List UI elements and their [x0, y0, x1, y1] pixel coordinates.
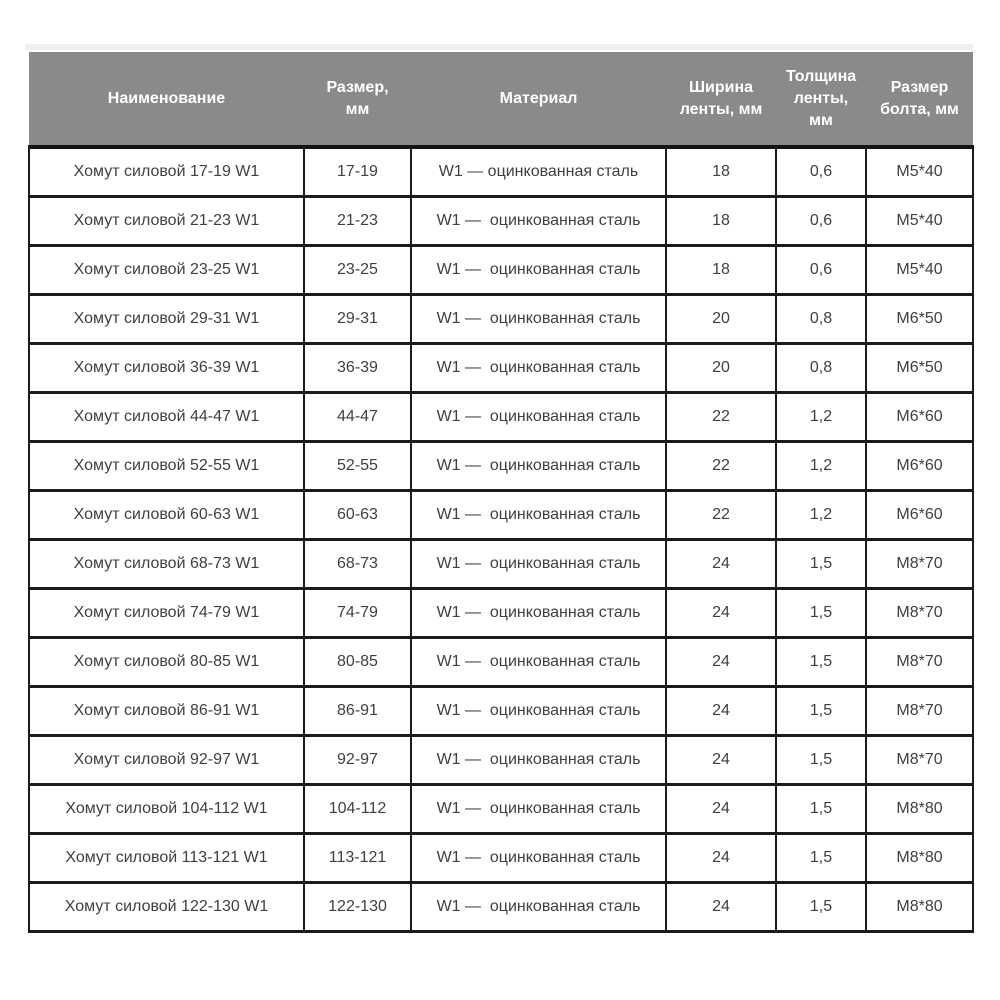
cell-name: Хомут силовой 17-19 W1 [29, 147, 304, 196]
table-row [29, 294, 973, 343]
cell-size: 122-130 [304, 882, 411, 931]
cell-band_width: 24 [666, 588, 776, 637]
column-header-name: Наименование [29, 52, 304, 147]
table-row [29, 147, 973, 196]
column-header-size: Размер, мм [304, 52, 411, 147]
cell-bolt_size: M5*40 [866, 196, 973, 245]
cell-band_width: 20 [666, 343, 776, 392]
cell-material: W1 — оцинкованная сталь [411, 539, 666, 588]
cell-band_width: 24 [666, 784, 776, 833]
cell-band_thickness: 1,5 [776, 735, 866, 784]
table-row [29, 686, 973, 735]
cell-band_thickness: 1,2 [776, 490, 866, 539]
cell-bolt_size: M8*80 [866, 882, 973, 931]
cell-band_thickness: 0,8 [776, 294, 866, 343]
cell-name: Хомут силовой 60-63 W1 [29, 490, 304, 539]
cell-name: Хомут силовой 68-73 W1 [29, 539, 304, 588]
cell-name: Хомут силовой 44-47 W1 [29, 392, 304, 441]
table-row [29, 539, 973, 588]
table-row [29, 784, 973, 833]
cell-size: 92-97 [304, 735, 411, 784]
column-header-bolt-size: Размер болта, мм [866, 52, 973, 147]
cell-name: Хомут силовой 86-91 W1 [29, 686, 304, 735]
cell-band_thickness: 1,5 [776, 686, 866, 735]
cell-bolt_size: M8*80 [866, 784, 973, 833]
cell-name: Хомут силовой 21-23 W1 [29, 196, 304, 245]
cell-material: W1 — оцинкованная сталь [411, 637, 666, 686]
cell-size: 29-31 [304, 294, 411, 343]
clamp-spec-table [28, 52, 974, 933]
cell-name: Хомут силовой 29-31 W1 [29, 294, 304, 343]
cell-size: 21-23 [304, 196, 411, 245]
cell-bolt_size: M8*70 [866, 735, 973, 784]
cell-band_width: 24 [666, 735, 776, 784]
cell-band_width: 20 [666, 294, 776, 343]
cell-size: 74-79 [304, 588, 411, 637]
cell-bolt_size: M8*70 [866, 686, 973, 735]
table-row [29, 245, 973, 294]
cell-band_width: 18 [666, 147, 776, 196]
cell-band_width: 22 [666, 392, 776, 441]
column-header-band-thickness: Толщина ленты, мм [776, 52, 866, 147]
cell-bolt_size: M6*60 [866, 490, 973, 539]
column-header-material: Материал [411, 52, 666, 147]
table-row [29, 196, 973, 245]
table-row [29, 833, 973, 882]
table-row [29, 882, 973, 931]
cell-name: Хомут силовой 92-97 W1 [29, 735, 304, 784]
cell-material: W1 — оцинкованная сталь [411, 882, 666, 931]
cell-material: W1 — оцинкованная сталь [411, 735, 666, 784]
cell-bolt_size: M6*50 [866, 294, 973, 343]
cell-band_thickness: 0,6 [776, 196, 866, 245]
cell-size: 60-63 [304, 490, 411, 539]
cell-band_thickness: 1,2 [776, 441, 866, 490]
cell-bolt_size: M6*50 [866, 343, 973, 392]
cell-band_thickness: 1,5 [776, 539, 866, 588]
cell-size: 52-55 [304, 441, 411, 490]
cell-band_width: 18 [666, 196, 776, 245]
cell-band_width: 24 [666, 686, 776, 735]
cell-band_thickness: 1,5 [776, 588, 866, 637]
cell-material: W1 — оцинкованная сталь [411, 833, 666, 882]
cell-band_thickness: 0,6 [776, 245, 866, 294]
table-body [29, 147, 973, 931]
cell-bolt_size: M8*80 [866, 833, 973, 882]
cell-bolt_size: M8*70 [866, 539, 973, 588]
cell-material: W1 — оцинкованная сталь [411, 392, 666, 441]
cell-name: Хомут силовой 74-79 W1 [29, 588, 304, 637]
cell-name: Хомут силовой 52-55 W1 [29, 441, 304, 490]
cell-band_width: 22 [666, 490, 776, 539]
cell-band_thickness: 1,2 [776, 392, 866, 441]
cell-material: W1 — оцинкованная сталь [411, 245, 666, 294]
cell-name: Хомут силовой 36-39 W1 [29, 343, 304, 392]
cell-band_thickness: 1,5 [776, 637, 866, 686]
cell-band_width: 24 [666, 882, 776, 931]
cell-material: W1 — оцинкованная сталь [411, 686, 666, 735]
cell-size: 68-73 [304, 539, 411, 588]
cell-size: 23-25 [304, 245, 411, 294]
cell-name: Хомут силовой 122-130 W1 [29, 882, 304, 931]
cell-size: 36-39 [304, 343, 411, 392]
cell-band_width: 24 [666, 539, 776, 588]
cell-band_width: 22 [666, 441, 776, 490]
cell-material: W1 — оцинкованная сталь [411, 588, 666, 637]
cell-size: 86-91 [304, 686, 411, 735]
cell-size: 44-47 [304, 392, 411, 441]
cell-name: Хомут силовой 80-85 W1 [29, 637, 304, 686]
table-row [29, 392, 973, 441]
column-header-band-width: Ширина ленты, мм [666, 52, 776, 147]
cell-band_thickness: 1,5 [776, 784, 866, 833]
cell-bolt_size: M6*60 [866, 441, 973, 490]
cell-material: W1 — оцинкованная сталь [411, 784, 666, 833]
table-row [29, 441, 973, 490]
cell-band_thickness: 1,5 [776, 833, 866, 882]
table-header-row [29, 52, 973, 147]
table-header [29, 52, 973, 147]
cell-band_width: 18 [666, 245, 776, 294]
table-top-shadow [25, 44, 973, 50]
cell-band_thickness: 1,5 [776, 882, 866, 931]
cell-bolt_size: M5*40 [866, 245, 973, 294]
cell-bolt_size: M8*70 [866, 588, 973, 637]
cell-size: 104-112 [304, 784, 411, 833]
cell-bolt_size: M5*40 [866, 147, 973, 196]
cell-bolt_size: M6*60 [866, 392, 973, 441]
cell-size: 17-19 [304, 147, 411, 196]
cell-material: W1 — оцинкованная сталь [411, 343, 666, 392]
cell-size: 113-121 [304, 833, 411, 882]
cell-name: Хомут силовой 23-25 W1 [29, 245, 304, 294]
cell-material: W1 — оцинкованная сталь [411, 490, 666, 539]
table-row [29, 343, 973, 392]
cell-band_thickness: 0,6 [776, 147, 866, 196]
cell-band_thickness: 0,8 [776, 343, 866, 392]
table-row [29, 637, 973, 686]
cell-material: W1 — оцинкованная сталь [411, 147, 666, 196]
cell-name: Хомут силовой 113-121 W1 [29, 833, 304, 882]
cell-name: Хомут силовой 104-112 W1 [29, 784, 304, 833]
table-row [29, 588, 973, 637]
cell-material: W1 — оцинкованная сталь [411, 441, 666, 490]
cell-band_width: 24 [666, 637, 776, 686]
table-row [29, 490, 973, 539]
table-row [29, 735, 973, 784]
cell-material: W1 — оцинкованная сталь [411, 196, 666, 245]
cell-material: W1 — оцинкованная сталь [411, 294, 666, 343]
cell-band_width: 24 [666, 833, 776, 882]
cell-size: 80-85 [304, 637, 411, 686]
cell-bolt_size: M8*70 [866, 637, 973, 686]
